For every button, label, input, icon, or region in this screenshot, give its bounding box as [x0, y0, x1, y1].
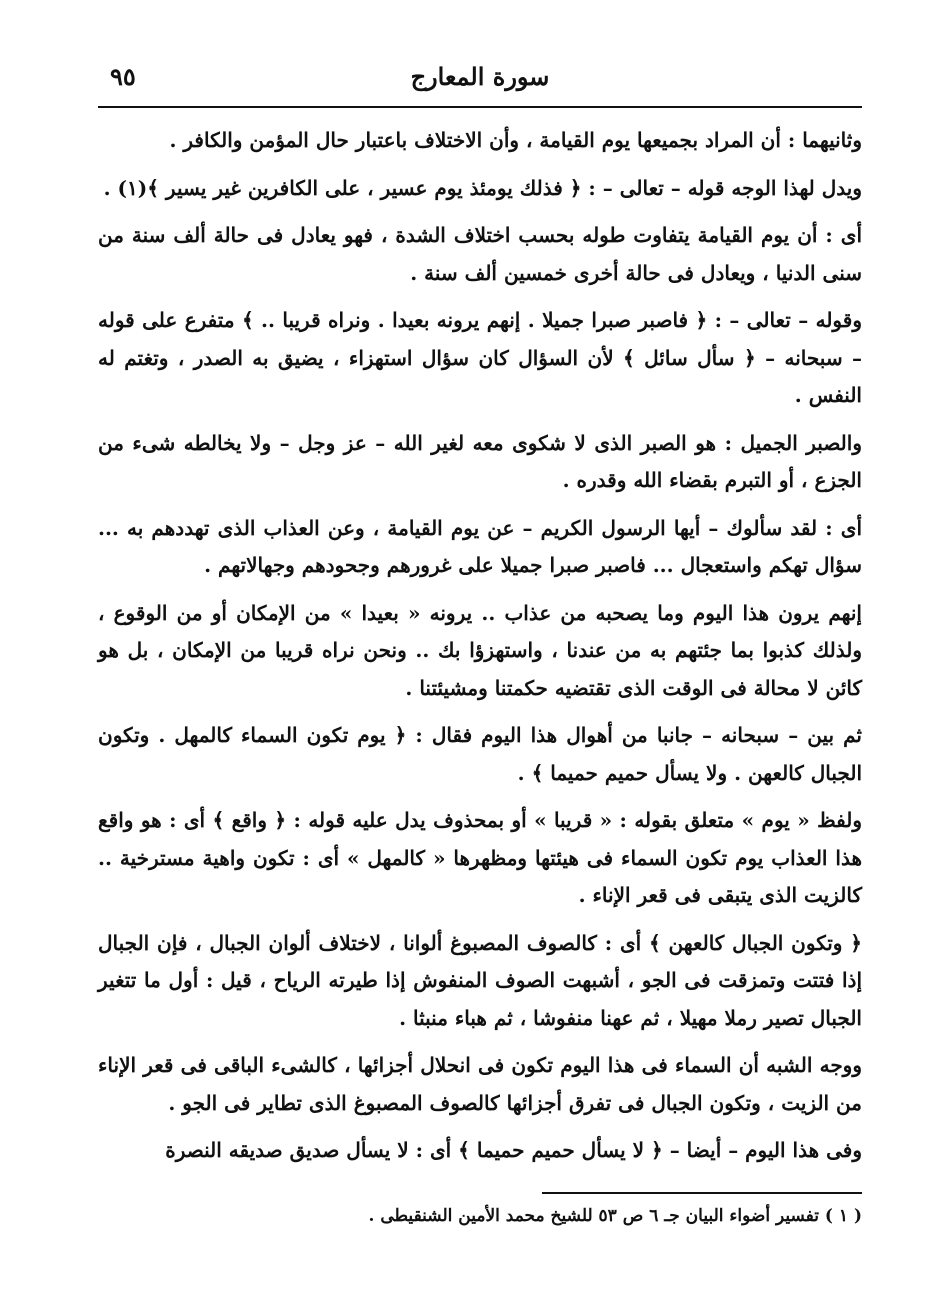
- paragraph: وقوله – تعالى – : ﴿ فاصبر صبرا جميلا . إنهم يرونه بعيدا . ونراه قريبا .. ﴾ متفرع على قوله – سبحانه – ﴿ سأل سائل ﴾ لأن السؤال كان سؤال استهزاء ، يضيق به الصدر ، وتغتم له النفس .: [98, 308, 862, 407]
- header-divider: [98, 106, 862, 108]
- paragraph: وثانيهما : أن المراد بجميعها يوم القيامة ، وأن الاختلاف باعتبار حال المؤمن والكافر .: [169, 128, 862, 152]
- page-header: [98, 52, 862, 94]
- book-page: [98, 52, 862, 1242]
- page-body: [98, 122, 862, 1180]
- paragraph: ولفظ « يوم » متعلق بقوله : « قريبا » أو بمحذوف يدل عليه قوله : ﴿ واقع ﴾ أى : هو واقع هذا العذاب يوم تكون السماء فى هيئتها ومظهرها « كالمهل » أى : تكون واهية مسترخية .. كالزيت الذى يتبقى فى قعر الإناء .: [98, 808, 862, 907]
- page-number: ٩٥: [110, 62, 136, 91]
- surah-title: سورة المعارج: [410, 62, 550, 91]
- paragraph: ﴿ وتكون الجبال كالعهن ﴾ أى : كالصوف المصبوغ ألوانا ، لاختلاف ألوان الجبال ، فإن الجبال إذا فتتت وتمزقت فى الجو ، أشبهت الصوف المنفوش إذا طيرته الرياح ، قيل : أول ما تتغير الجبال تصير رملا مهيلا ، ثم عهنا منفوشا ، ثم هباء منبثا .: [98, 930, 863, 1030]
- paragraph: إنهم يرون هذا اليوم وما يصحبه من عذاب .. يرونه « بعيدا » من الإمكان أو من الوقوع ، ولذلك كذبوا بما جئتهم به من عندنا ، واستهزؤا بك .. ونحن نراه قريبا من الإمكان ، بل هو كائن لا محالة فى الوقت الذى تقتضيه حكمتنا ومشيئتنا .: [98, 600, 862, 700]
- paragraph: ووجه الشبه أن السماء فى هذا اليوم تكون فى انحلال أجزائها ، كالشىء الباقى فى قعر الإناء من الزيت ، وتكون الجبال فى تفرق أجزائها كالصوف المصبوغ الذى تطاير فى الجو .: [98, 1053, 862, 1115]
- paragraph: أى : أن يوم القيامة يتفاوت طوله بحسب اختلاف الشدة ، فهو يعادل فى حالة ألف سنة من سنى الدنيا ، ويعادل فى حالة أخرى خمسين ألف سنة .: [98, 223, 862, 285]
- paragraph: أى : لقد سألوك – أيها الرسول الكريم – عن يوم القيامة ، وعن العذاب الذى تهددهم به ... سؤال تهكم واستعجال ... فاصبر صبرا جميلا على غرورهم وجحودهم وجهالاتهم .: [98, 515, 862, 577]
- paragraph: والصبر الجميل : هو الصبر الذى لا شكوى معه لغير الله – عز وجل – ولا يخالطه شىء من الجزع ، أو التبرم بقضاء الله وقدره .: [98, 430, 862, 492]
- footnote-divider: [542, 1192, 862, 1194]
- footnote: ( ١ ) تفسير أضواء البيان جـ ٦ ص ٥٣ للشيخ محمد الأمين الشنقيطى .: [368, 1206, 862, 1226]
- paragraph: ثم بين – سبحانه – جانبا من أهوال هذا اليوم فقال : ﴿ يوم تكون السماء كالمهل . وتكون الجبال كالعهن . ولا يسأل حميم حميما ﴾ .: [98, 723, 862, 785]
- paragraph: وفى هذا اليوم – أيضا – ﴿ لا يسأل حميم حميما ﴾ أى : لا يسأل صديق صديقه النصرة: [165, 1138, 862, 1162]
- paragraph: ويدل لهذا الوجه قوله – تعالى – : ﴿ فذلك يومئذ يوم عسير ، على الكافرين غير يسير ﴾(١) .: [103, 175, 862, 200]
